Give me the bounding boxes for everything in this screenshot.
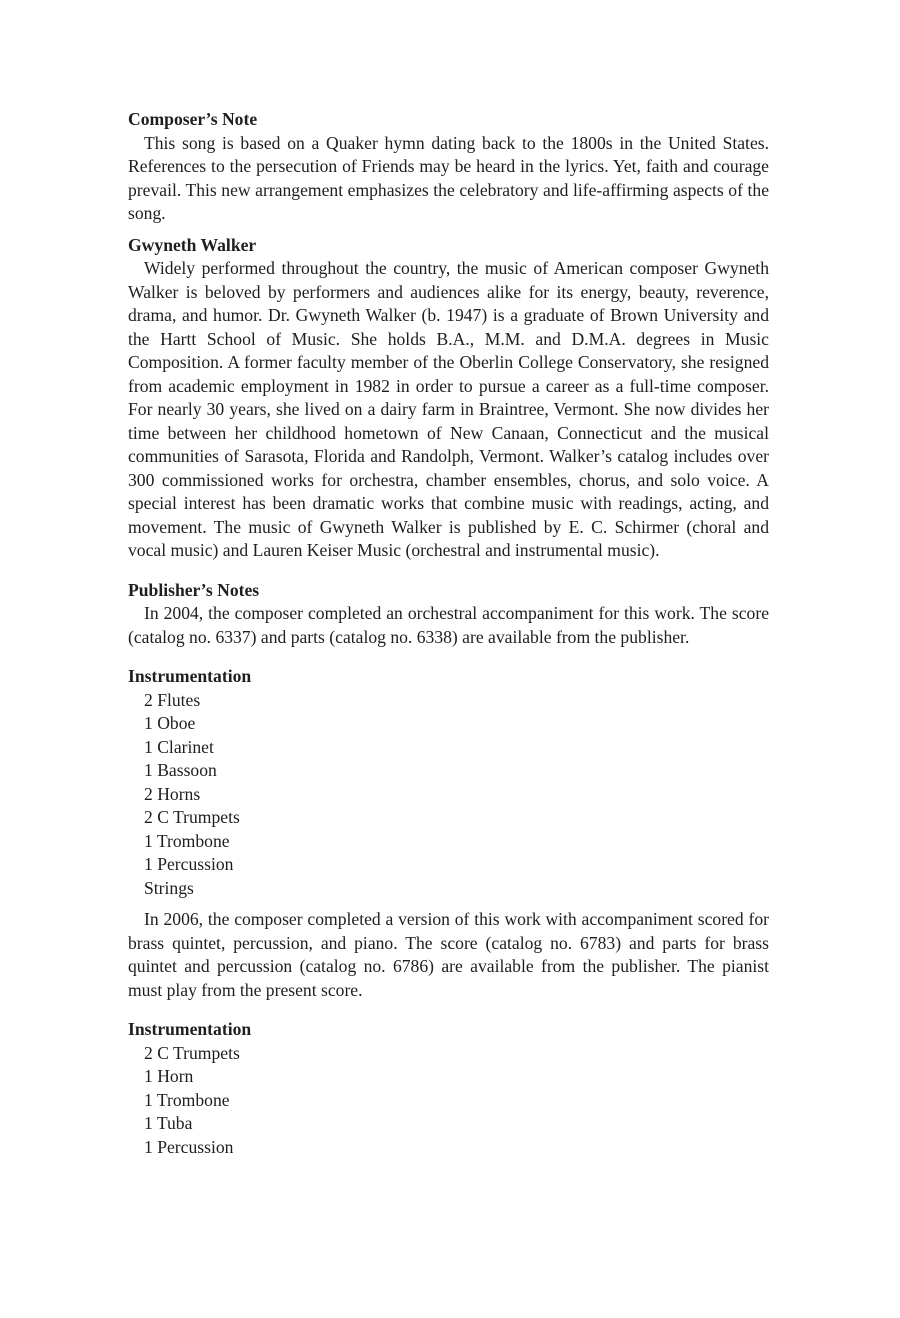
composers-note-heading: Composer’s Note xyxy=(128,109,258,129)
biography-body: Widely performed throughout the country, the music of American composer Gwyneth Walker is beloved by performers and audiences alike for its energy, beauty, reverence, drama, and humor. Dr. Gwyneth Walker (b. 1947) is a graduate of Brown University and the Hartt School of Music. She holds B.A., M.M. and D.M.A. degrees in Music Composition. A former faculty member of the Oberlin College Conservatory, she resigned from academic employment in 1982 in order to pursue a career as a full-time composer. For nearly 30 years, she lived on a dairy farm in Braintree, Vermont. She now divides her time between her childhood hometown of New Canaan, Connecticut and the musical communities of Sarasota, Florida and Randolph, Vermont. Walker’s catalog includes over 300 commissioned works for orchestra, chamber ensembles, chorus, and solo voice. A special interest has been dramatic works that combine music with readings, acting, and movement. The music of Gwyneth Walker is published by E. C. Schirmer (choral and vocal music) and Lauren Keiser Music (orchestral and instrumental music). xyxy=(128,258,769,560)
list-item: 1 Oboe xyxy=(144,713,196,733)
list-item: 1 Clarinet xyxy=(144,736,214,757)
list-item: 2 C Trumpets xyxy=(144,1042,240,1063)
list-item: 1 Bassoon xyxy=(144,760,217,780)
publishers-notes-body: In 2004, the composer completed an orchestral accompaniment for this work. The score (catalog no. 6337) and parts (catalog no. 6338) are available from the publisher. xyxy=(128,603,769,647)
list-item: 1 Tuba xyxy=(144,1113,193,1133)
brass-version-body: In 2006, the composer completed a version of this work with accompaniment scored for brass quintet, percussion, and piano. The score (catalog no. 6783) and parts for brass quintet and percussion (catalog no. 6786) are available from the publisher. The pianist must play from the present score. xyxy=(128,909,769,1000)
list-item: Strings xyxy=(144,877,194,898)
list-item: 2 Horns xyxy=(144,783,201,804)
instrumentation-list-1 xyxy=(128,689,769,901)
biography-heading: Gwyneth Walker xyxy=(128,234,257,255)
list-item: 1 Horn xyxy=(144,1066,194,1086)
composers-note-body: This song is based on a Quaker hymn dating back to the 1800s in the United States. References to the persecution of Friends may be heard in the lyrics. Yet, faith and courage prevail. This new arrangement emphasizes the celebratory and life-affirming aspects of the song. xyxy=(128,132,769,223)
list-item: 1 Trombone xyxy=(144,1089,230,1110)
instrumentation-list-2 xyxy=(128,1042,769,1160)
list-item: 1 Trombone xyxy=(144,830,230,851)
list-item: 2 C Trumpets xyxy=(144,807,240,827)
list-item: 1 Percussion xyxy=(144,1136,234,1157)
instrumentation-heading-2: Instrumentation xyxy=(128,1019,252,1039)
list-item: 2 Flutes xyxy=(144,689,201,710)
publishers-notes-heading: Publisher’s Notes xyxy=(128,579,260,600)
instrumentation-heading-1: Instrumentation xyxy=(128,666,252,686)
list-item: 1 Percussion xyxy=(144,854,234,874)
document-page xyxy=(128,108,769,1159)
